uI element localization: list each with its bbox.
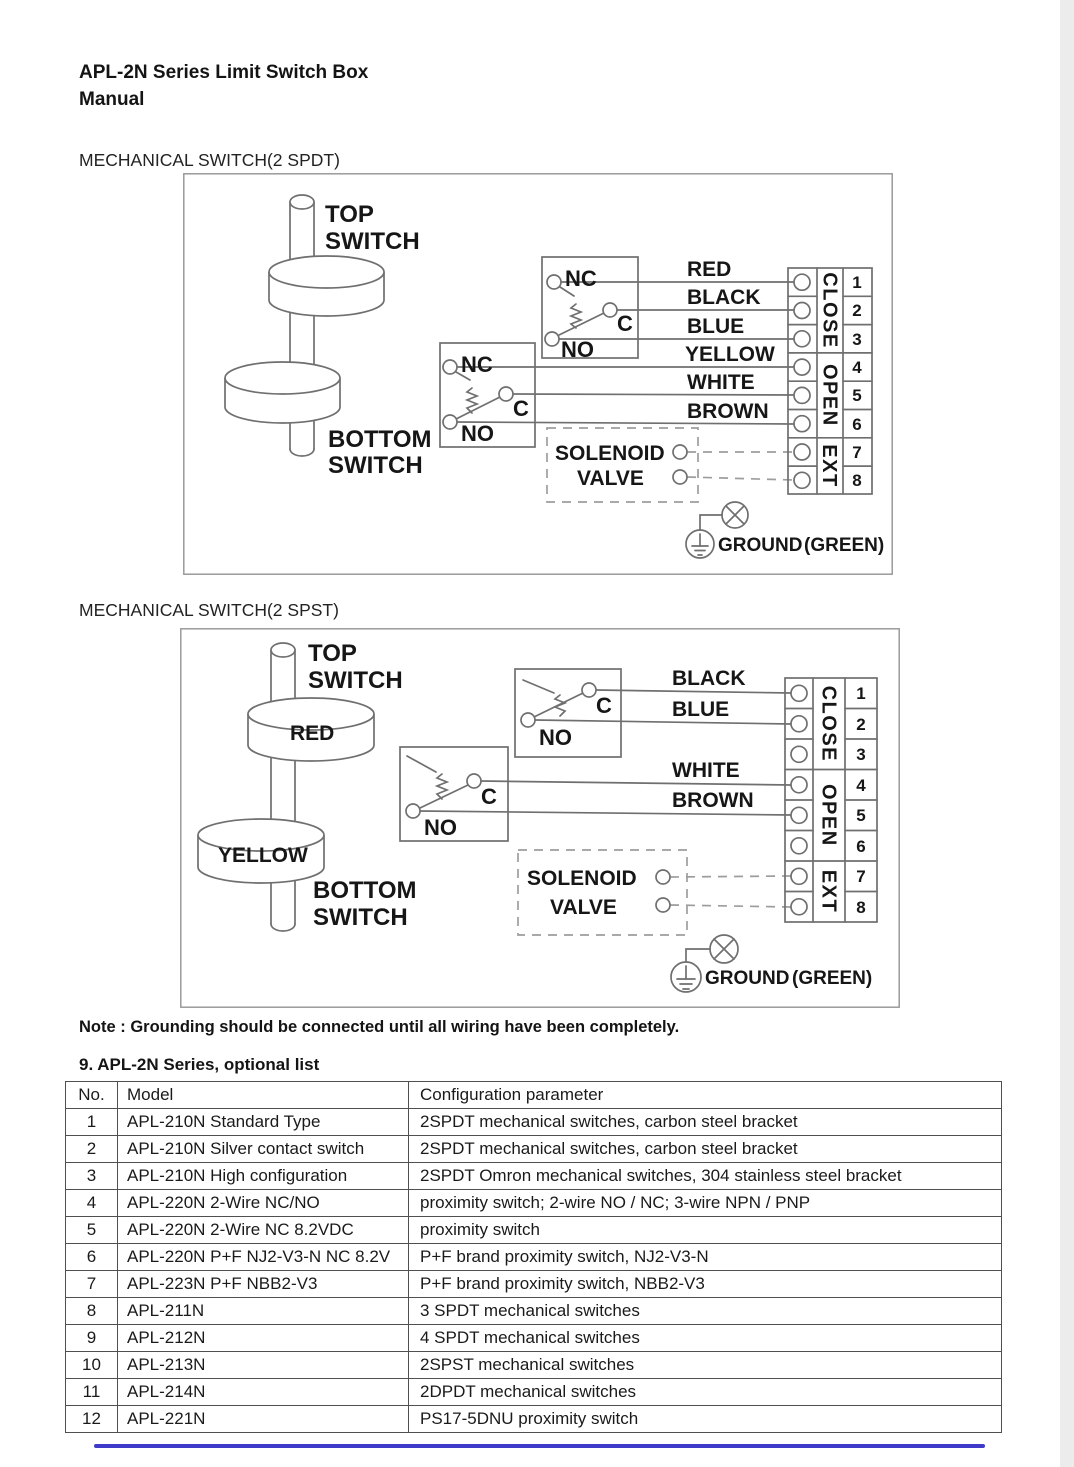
c-contact bbox=[499, 387, 513, 401]
optional-list-title: 9. APL-2N Series, optional list bbox=[79, 1055, 320, 1074]
table-row bbox=[66, 1244, 1002, 1271]
terminal-number-6: 6 bbox=[856, 837, 866, 856]
cell-no: 8 bbox=[66, 1298, 118, 1325]
ground-color-label: (GREEN) bbox=[804, 535, 885, 556]
header-model: Model bbox=[118, 1082, 409, 1109]
c-contact bbox=[582, 683, 596, 697]
cell-config: PS17-5DNU proximity switch bbox=[409, 1406, 1002, 1433]
c-contact bbox=[467, 774, 481, 788]
no-label: NO bbox=[539, 725, 572, 750]
wire-label-blue: BLUE bbox=[672, 698, 730, 721]
table-header-row bbox=[66, 1082, 1002, 1109]
terminal-number-3: 3 bbox=[856, 745, 866, 764]
wire-label-white: WHITE bbox=[672, 759, 740, 782]
cell-config: proximity switch; 2-wire NO / NC; 3-wire NPN / PNP bbox=[409, 1190, 1002, 1217]
header-no: No. bbox=[66, 1082, 118, 1109]
ground-color-label: (GREEN) bbox=[792, 968, 873, 989]
solenoid-box bbox=[518, 850, 687, 935]
table-row bbox=[66, 1271, 1002, 1298]
group-label-ext: EXT bbox=[817, 869, 840, 914]
cell-model: APL-221N bbox=[118, 1406, 409, 1433]
top-switch-label-2: SWITCH bbox=[325, 228, 420, 255]
no-label: NO bbox=[561, 337, 594, 362]
group-label-ext: EXT bbox=[818, 444, 840, 488]
wire-label-brown: BROWN bbox=[672, 789, 754, 812]
wire-label-black: BLACK bbox=[672, 667, 746, 690]
solenoid-valve bbox=[518, 850, 791, 935]
header-config: Configuration parameter bbox=[409, 1082, 1002, 1109]
c-contact bbox=[603, 303, 617, 317]
terminal-number-2: 2 bbox=[856, 715, 866, 734]
ground-symbol bbox=[686, 502, 884, 558]
table-row bbox=[66, 1217, 1002, 1244]
table-row bbox=[66, 1163, 1002, 1190]
terminal-number-5: 5 bbox=[856, 806, 866, 825]
cell-config: 2SPDT Omron mechanical switches, 304 stainless steel bracket bbox=[409, 1163, 1002, 1190]
wire-label-white: WHITE bbox=[687, 371, 755, 394]
terminal-screw bbox=[794, 331, 810, 347]
nc-label: NC bbox=[461, 352, 493, 377]
cell-model: APL-220N P+F NJ2-V3-N NC 8.2V bbox=[118, 1244, 409, 1271]
table-row bbox=[66, 1352, 1002, 1379]
group-label-open: OPEN bbox=[818, 363, 841, 427]
wire-label-blue: BLUE bbox=[687, 315, 745, 338]
terminal-screw bbox=[791, 899, 807, 915]
terminal-screw bbox=[794, 444, 810, 460]
cell-model: APL-213N bbox=[118, 1352, 409, 1379]
c-label: C bbox=[617, 311, 633, 336]
page-title-line2: Manual bbox=[79, 89, 145, 110]
table-row bbox=[66, 1379, 1002, 1406]
ground-label: GROUND bbox=[705, 968, 790, 989]
table-row bbox=[66, 1190, 1002, 1217]
bottom-microswitch-spdt bbox=[440, 343, 535, 447]
solenoid-label-2: VALVE bbox=[550, 896, 617, 919]
top-switch-label-1: TOP bbox=[308, 640, 357, 667]
c-label: C bbox=[481, 784, 497, 809]
cell-model: APL-214N bbox=[118, 1379, 409, 1406]
cell-config: 2SPDT mechanical switches, carbon steel bracket bbox=[409, 1109, 1002, 1136]
footer-rule bbox=[94, 1444, 985, 1448]
cell-model: APL-210N Standard Type bbox=[118, 1109, 409, 1136]
terminal-screw bbox=[794, 416, 810, 432]
bottom-microswitch-spst bbox=[400, 747, 508, 841]
cell-no: 9 bbox=[66, 1325, 118, 1352]
terminal-screw bbox=[791, 716, 807, 732]
no-label: NO bbox=[461, 421, 494, 446]
cell-config: 2SPST mechanical switches bbox=[409, 1352, 1002, 1379]
terminal-screw bbox=[791, 868, 807, 884]
bottom-switch-label-1: BOTTOM bbox=[328, 426, 432, 453]
grounding-note: Note : Grounding should be connected until all wiring have been completely. bbox=[79, 1018, 680, 1036]
nc-contact bbox=[547, 275, 561, 289]
table-row bbox=[66, 1109, 1002, 1136]
terminal-number-4: 4 bbox=[856, 776, 866, 795]
cell-config: 3 SPDT mechanical switches bbox=[409, 1298, 1002, 1325]
cell-config: 4 SPDT mechanical switches bbox=[409, 1325, 1002, 1352]
terminal-number-4: 4 bbox=[852, 358, 862, 377]
terminal-number-7: 7 bbox=[856, 867, 866, 886]
cell-no: 5 bbox=[66, 1217, 118, 1244]
cell-model: APL-210N Silver contact switch bbox=[118, 1136, 409, 1163]
terminal-strip bbox=[788, 268, 872, 494]
terminal-number-8: 8 bbox=[852, 471, 862, 490]
terminal-screw bbox=[794, 359, 810, 375]
wire-label-black: BLACK bbox=[687, 286, 761, 309]
no-contact bbox=[545, 332, 559, 346]
cell-config: 2DPDT mechanical switches bbox=[409, 1379, 1002, 1406]
cell-config: 2SPDT mechanical switches, carbon steel bracket bbox=[409, 1136, 1002, 1163]
section-title-2spdt: MECHANICAL SWITCH(2 SPDT) bbox=[79, 150, 340, 170]
cell-no: 1 bbox=[66, 1109, 118, 1136]
terminal-screw bbox=[791, 807, 807, 823]
terminal-number-2: 2 bbox=[852, 301, 862, 320]
terminal-screw bbox=[791, 777, 807, 793]
solenoid-terminal bbox=[656, 898, 670, 912]
terminal-number-5: 5 bbox=[852, 386, 862, 405]
terminal-screw bbox=[794, 472, 810, 488]
cell-no: 3 bbox=[66, 1163, 118, 1190]
optional-list-table bbox=[65, 1081, 1002, 1433]
bottom-switch-label-1: BOTTOM bbox=[313, 877, 417, 904]
cell-config: P+F brand proximity switch, NBB2-V3 bbox=[409, 1271, 1002, 1298]
group-label-close: CLOSE bbox=[818, 272, 841, 349]
page-title-line1: APL-2N Series Limit Switch Box bbox=[79, 62, 369, 83]
cell-no: 11 bbox=[66, 1379, 118, 1406]
terminal-screw bbox=[794, 274, 810, 290]
wiring-diagram-2spst bbox=[180, 628, 900, 1008]
terminal-screw bbox=[791, 685, 807, 701]
cell-model: APL-223N P+F NBB2-V3 bbox=[118, 1271, 409, 1298]
cell-model: APL-211N bbox=[118, 1298, 409, 1325]
solenoid-label-2: VALVE bbox=[577, 467, 644, 490]
terminal-number-1: 1 bbox=[856, 684, 866, 703]
c-label: C bbox=[596, 693, 612, 718]
scan-edge bbox=[1060, 0, 1074, 1467]
solenoid-label-1: SOLENOID bbox=[555, 442, 665, 465]
cell-no: 10 bbox=[66, 1352, 118, 1379]
cell-model: APL-210N High configuration bbox=[118, 1163, 409, 1190]
terminal-screw bbox=[794, 303, 810, 319]
ground-label: GROUND bbox=[718, 535, 803, 556]
terminal-screw bbox=[794, 387, 810, 403]
cell-model: APL-212N bbox=[118, 1325, 409, 1352]
wire-label-brown: BROWN bbox=[687, 400, 769, 423]
solenoid-label-1: SOLENOID bbox=[527, 867, 637, 890]
cam-label-yellow: YELLOW bbox=[218, 844, 308, 867]
no-contact bbox=[443, 415, 457, 429]
terminal-number-1: 1 bbox=[852, 273, 862, 292]
section-title-2spst: MECHANICAL SWITCH(2 SPST) bbox=[79, 600, 339, 620]
terminal-number-8: 8 bbox=[856, 898, 866, 917]
cell-config: P+F brand proximity switch, NJ2-V3-N bbox=[409, 1244, 1002, 1271]
bottom-switch-label-2: SWITCH bbox=[313, 904, 408, 931]
cell-no: 4 bbox=[66, 1190, 118, 1217]
cell-no: 12 bbox=[66, 1406, 118, 1433]
no-label: NO bbox=[424, 815, 457, 840]
cam-label-red: RED bbox=[290, 722, 335, 745]
cell-no: 7 bbox=[66, 1271, 118, 1298]
terminal-number-7: 7 bbox=[852, 443, 862, 462]
terminal-screw bbox=[791, 746, 807, 762]
solenoid-box bbox=[547, 428, 698, 502]
table-row bbox=[66, 1406, 1002, 1433]
terminal-screw bbox=[791, 838, 807, 854]
cell-model: APL-220N 2-Wire NC 8.2VDC bbox=[118, 1217, 409, 1244]
wire-label-red: RED bbox=[687, 258, 732, 281]
group-label-close: CLOSE bbox=[817, 685, 840, 763]
cell-no: 2 bbox=[66, 1136, 118, 1163]
top-switch-label-2: SWITCH bbox=[308, 667, 403, 694]
solenoid-terminal bbox=[673, 470, 687, 484]
solenoid-terminal bbox=[656, 870, 670, 884]
top-switch-label-1: TOP bbox=[325, 201, 374, 228]
cell-config: proximity switch bbox=[409, 1217, 1002, 1244]
table-row bbox=[66, 1298, 1002, 1325]
group-label-open: OPEN bbox=[817, 783, 840, 847]
ground-symbol bbox=[671, 935, 872, 992]
no-contact bbox=[406, 804, 420, 818]
terminal-strip bbox=[785, 678, 877, 922]
top-microswitch-spst bbox=[515, 669, 621, 757]
solenoid-terminal bbox=[673, 445, 687, 459]
cell-model: APL-220N 2-Wire NC/NO bbox=[118, 1190, 409, 1217]
wiring-diagram-2spdt bbox=[183, 173, 893, 575]
terminal-number-3: 3 bbox=[852, 330, 862, 349]
nc-contact bbox=[443, 360, 457, 374]
bottom-switch-label-2: SWITCH bbox=[328, 452, 423, 479]
solenoid-valve bbox=[547, 428, 794, 502]
nc-label: NC bbox=[565, 266, 597, 291]
cell-no: 6 bbox=[66, 1244, 118, 1271]
terminal-number-6: 6 bbox=[852, 415, 862, 434]
no-contact bbox=[521, 713, 535, 727]
wire-label-yellow: YELLOW bbox=[685, 343, 775, 366]
table-row bbox=[66, 1325, 1002, 1352]
table-row bbox=[66, 1136, 1002, 1163]
c-label: C bbox=[513, 396, 529, 421]
